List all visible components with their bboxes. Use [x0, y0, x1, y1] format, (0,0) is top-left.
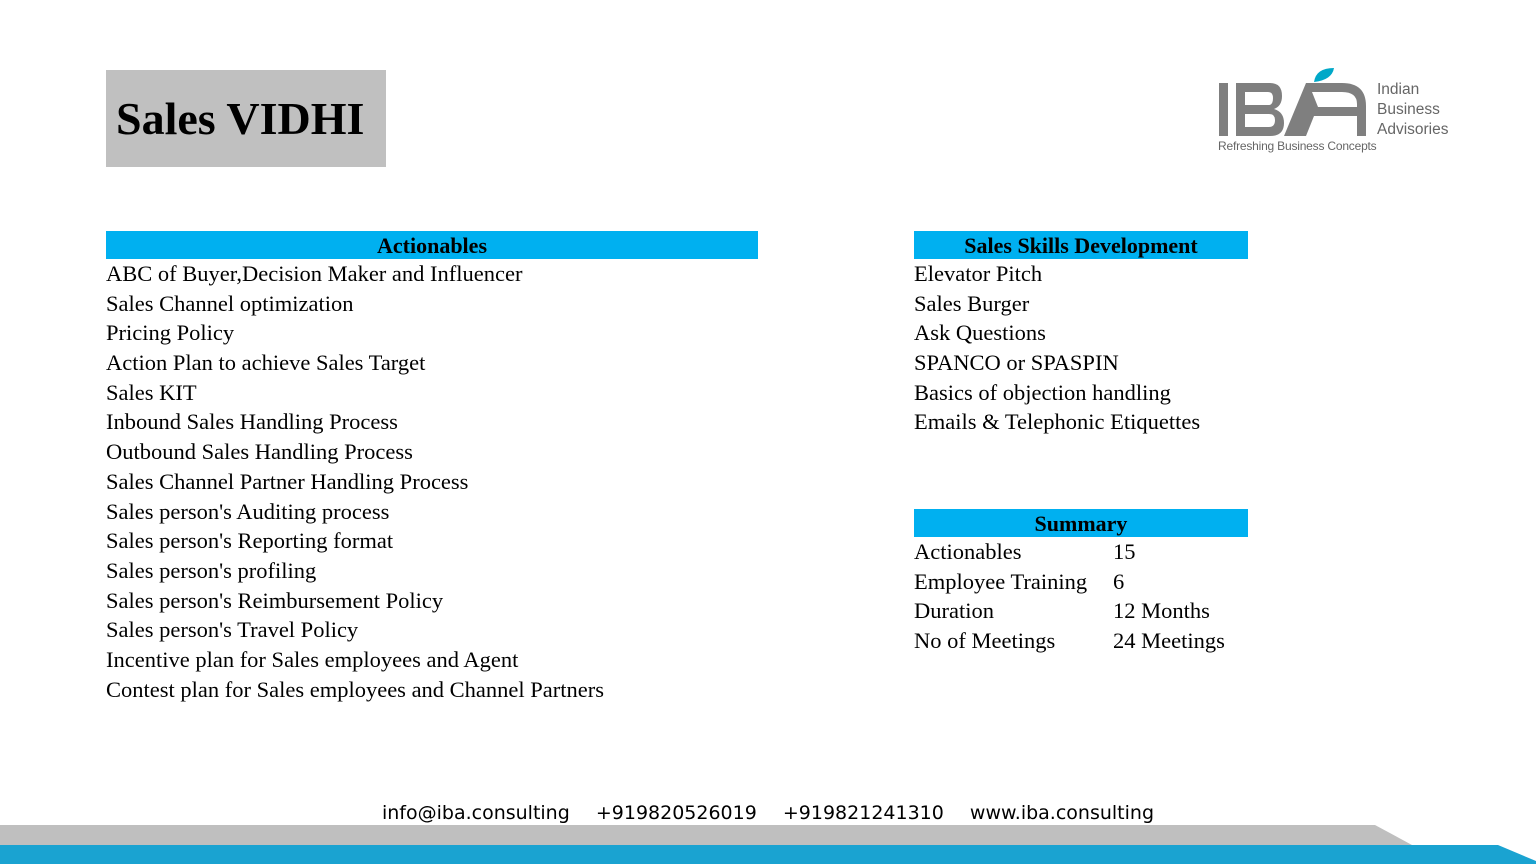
list-item: Sales Channel Partner Handling Process	[106, 468, 469, 494]
summary-value: 6	[1113, 568, 1125, 594]
list-item: Sales Channel optimization	[106, 290, 354, 316]
contact-phone-2[interactable]: +919821241310	[782, 802, 944, 824]
logo-leaf-icon	[1314, 68, 1334, 82]
list-item: Sales Burger	[914, 290, 1030, 316]
logo-wordmark	[1377, 80, 1449, 140]
list-item: Ask Questions	[914, 320, 1046, 346]
logo-word-1: Indian	[1377, 81, 1420, 98]
list-item: Incentive plan for Sales employees and Agent	[106, 646, 519, 672]
summary-label: No of Meetings	[914, 628, 1056, 654]
footer-blue-stripe	[0, 845, 1536, 864]
list-item: Action Plan to achieve Sales Target	[106, 350, 426, 376]
skills-header: Sales Skills Development	[914, 231, 1248, 259]
contact-phone-1[interactable]: +919820526019	[595, 802, 757, 824]
summary-label: Employee Training	[914, 568, 1088, 594]
logo-word-2: Business	[1377, 101, 1440, 118]
list-item: Inbound Sales Handling Process	[106, 409, 398, 435]
logo-tagline: Refreshing Business Concepts	[1218, 139, 1377, 153]
list-item: Contest plan for Sales employees and Channel Partners	[106, 676, 605, 702]
logo-letter-a	[1284, 83, 1366, 136]
list-item: ABC of Buyer,Decision Maker and Influencer	[106, 261, 523, 286]
list-item: Basics of objection handling	[914, 379, 1171, 405]
summary-value: 15	[1113, 539, 1136, 564]
logo-letter-i	[1219, 83, 1228, 136]
actionables-section	[106, 231, 758, 704]
list-item: Sales person's Reimbursement Policy	[106, 587, 444, 613]
list-item: Sales person's profiling	[106, 557, 317, 583]
logo-word-3: Advisories	[1377, 121, 1449, 138]
summary-header: Summary	[914, 509, 1248, 537]
logo-letter-b	[1236, 83, 1284, 136]
actionables-list	[106, 259, 758, 704]
contact-email[interactable]: info@iba.consulting	[381, 802, 570, 824]
footer-grey-stripe	[0, 825, 1412, 845]
footer-band	[0, 825, 1536, 864]
contact-website[interactable]: www.iba.consulting	[969, 802, 1155, 824]
list-item: Elevator Pitch	[914, 261, 1043, 286]
page-title: Sales VIDHI	[116, 92, 365, 144]
list-item: Sales person's Auditing process	[106, 498, 390, 524]
skills-list	[914, 259, 1248, 437]
summary-row	[914, 537, 1248, 567]
list-item: Outbound Sales Handling Process	[106, 439, 413, 465]
list-item: Pricing Policy	[106, 320, 235, 346]
list-item: Sales KIT	[106, 379, 197, 405]
list-item: Sales person's Travel Policy	[106, 617, 359, 643]
summary-row	[914, 567, 1248, 597]
actionables-header: Actionables	[106, 231, 758, 259]
summary-value: 12 Months	[1113, 598, 1210, 624]
summary-section	[914, 509, 1248, 656]
summary-label: Actionables	[914, 539, 1022, 564]
skills-section	[914, 231, 1248, 437]
list-item: SPANCO or SPASPIN	[914, 350, 1119, 376]
summary-label: Duration	[914, 598, 994, 624]
summary-row	[914, 626, 1248, 656]
list-item: Emails & Telephonic Etiquettes	[914, 409, 1201, 435]
summary-value: 24 Meetings	[1113, 628, 1225, 654]
summary-row	[914, 596, 1248, 626]
title-box	[106, 70, 386, 167]
contact-bar	[0, 799, 1536, 827]
list-item: Sales person's Reporting format	[106, 528, 394, 554]
